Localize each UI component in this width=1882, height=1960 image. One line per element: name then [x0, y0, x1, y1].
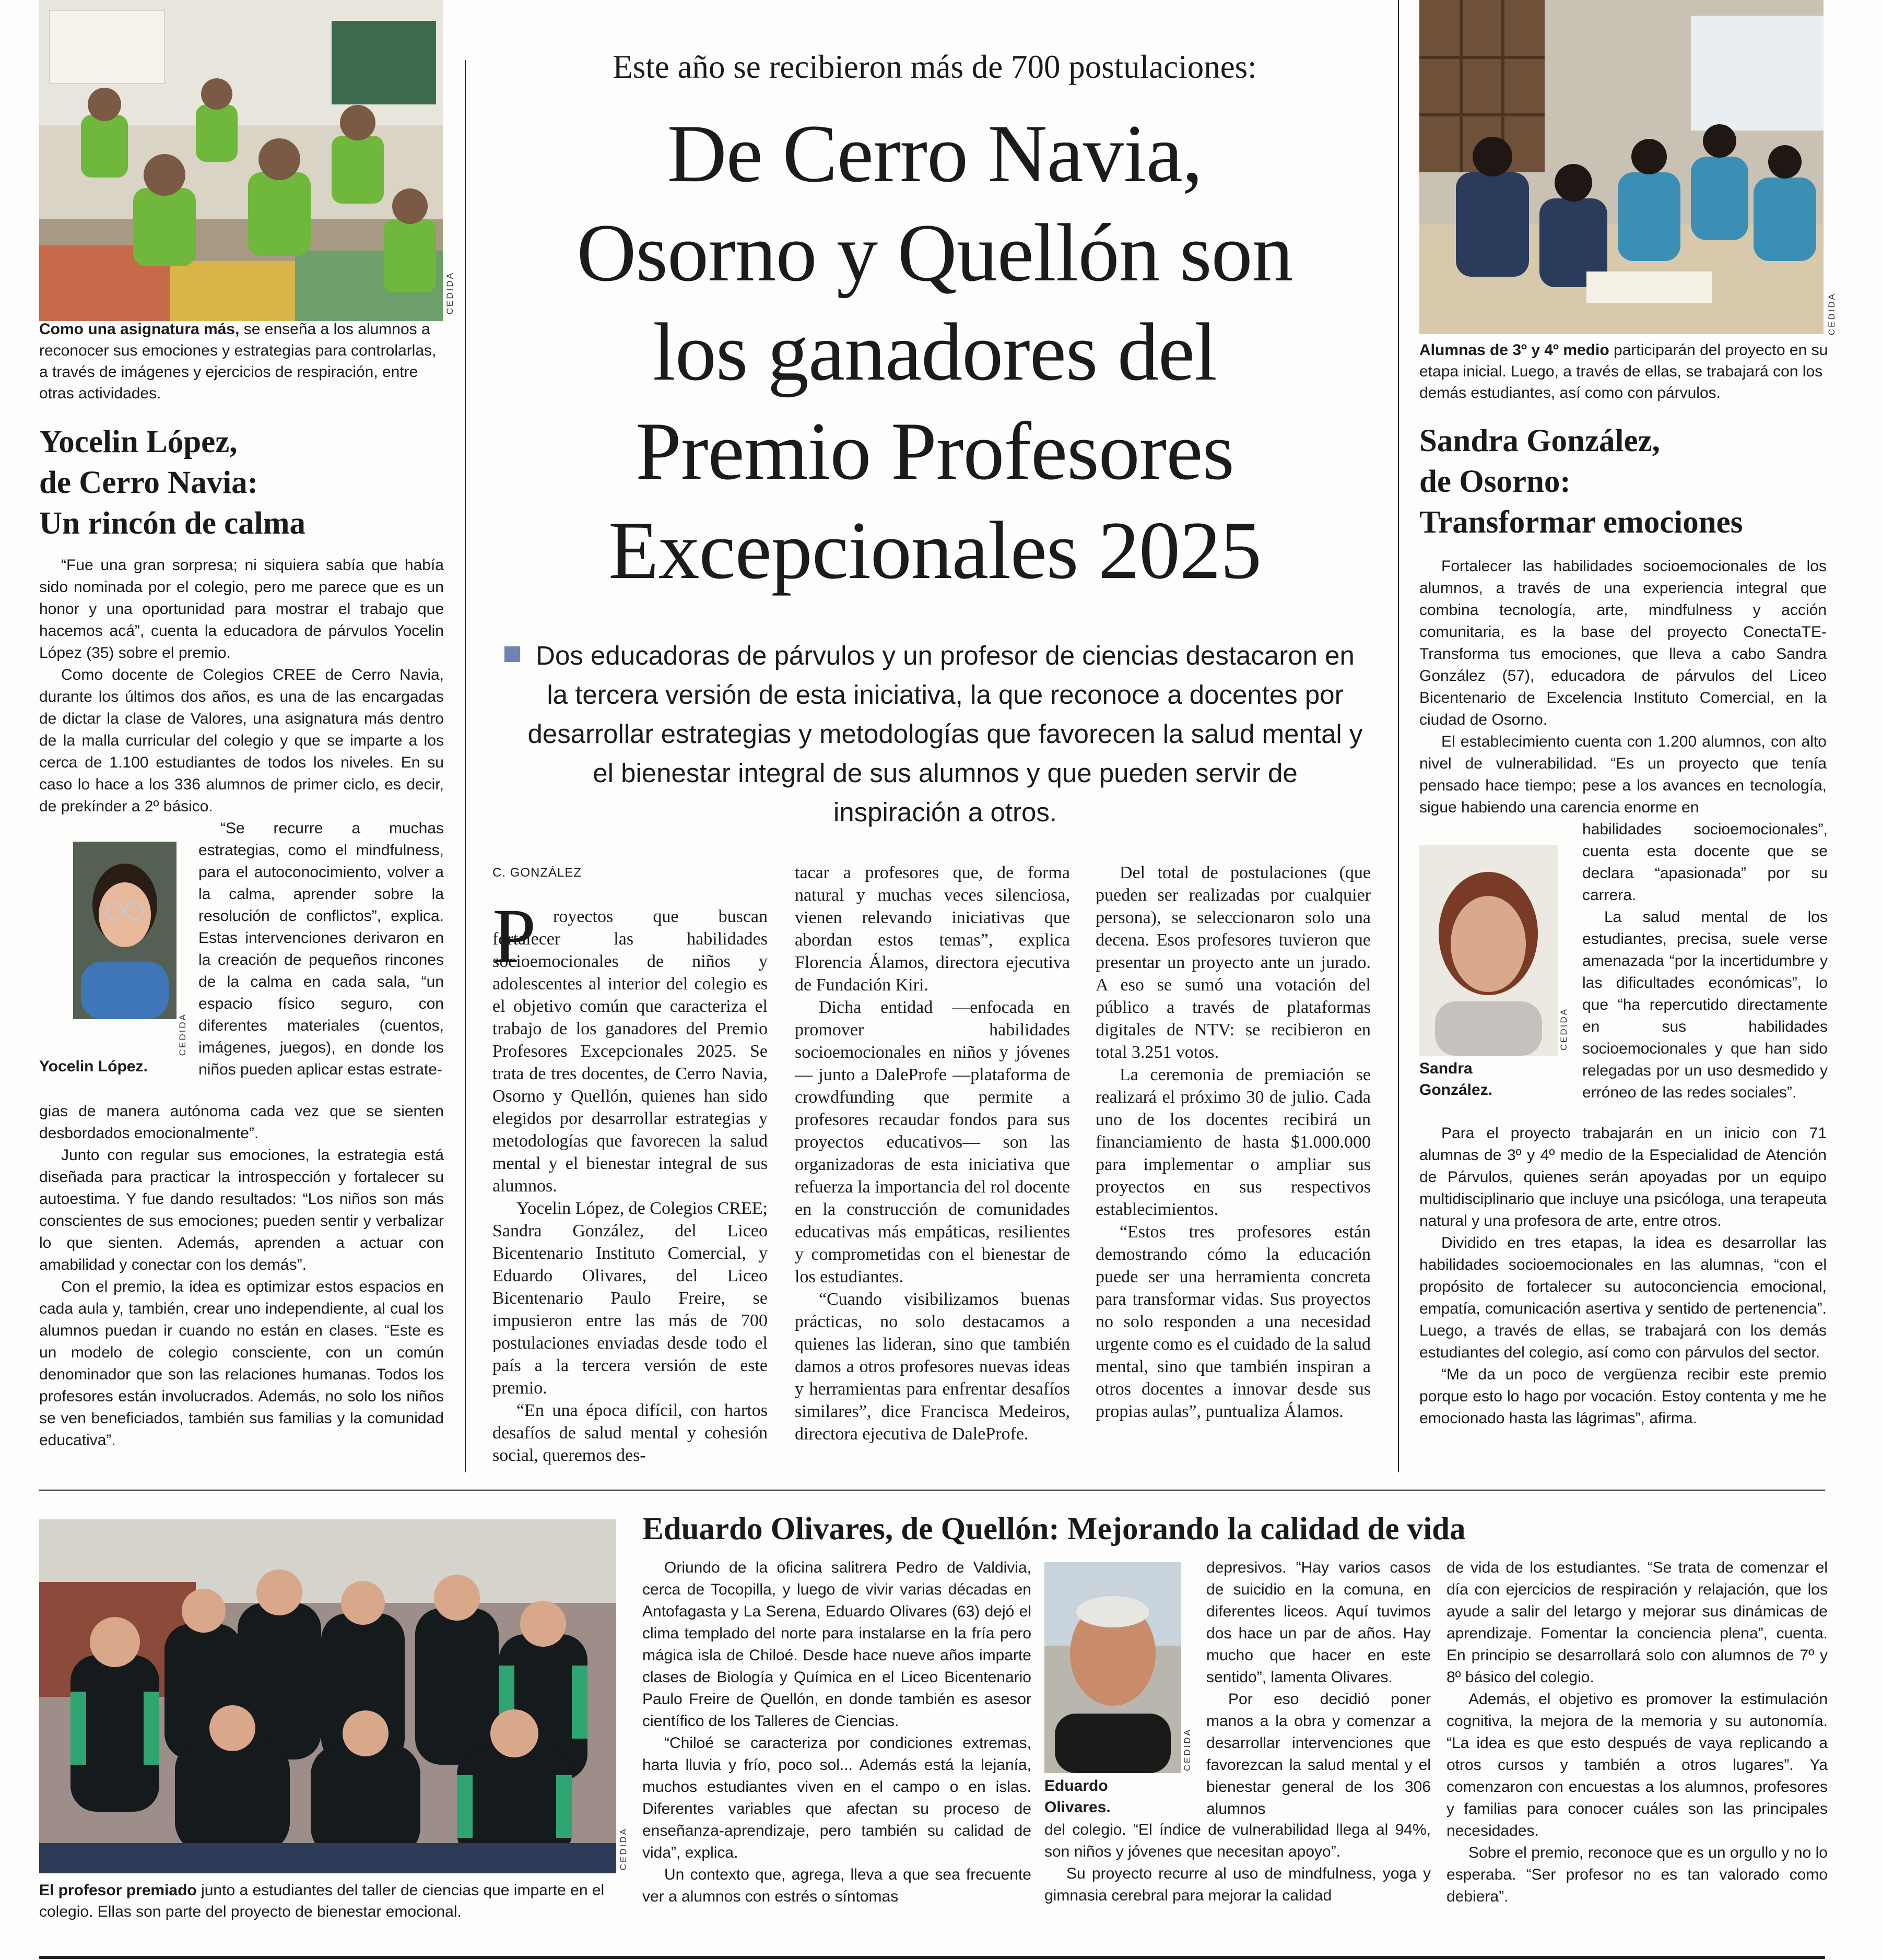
subhead-line: Transformar emociones — [1419, 505, 1743, 540]
paragraph: La salud mental de los estudiantes, precisa, suele verse amenazada “por la incertidumbre y las dificultades económicas”, lo que “ha repercutido directamente en sus habilidades socioemocionales y que han sido relegadas por un uso desmedido y erróneo de las redes sociales”. — [1582, 908, 1828, 1101]
yocelin-text-top — [39, 554, 444, 818]
headline-line: Osorno y Quellón son — [577, 207, 1293, 299]
caption-text: se enseña a los alumnos a reconocer sus emociones y estrategias para controlarlas, a través de imágenes y ejercicios de respiración, entre otras actividades. — [39, 321, 437, 402]
paragraph: Dividido en tres etapas, la idea es desarrollar las habilidades socioemocionales en las alumnas, “con el propósito de fortalecer su autoconciencia emocional, empatía, comunicación asertiva y sentido de pertenencia”. Luego, a través de ellas, se trabajará con los demás estudiantes del colegio, así como con párvulos del sector. — [1419, 1234, 1827, 1361]
paragraph: Además, el objetivo es promover la estimulación cognitiva, la mejora de la memoria y su autonomía. “La idea es que esto después de vaya replicando a otros cursos y también a otros lugares”. Ya comenzaron con encuestas a los alumnos, profesores y familias para conocer cuáles son las principales necesidades. — [1446, 1691, 1828, 1839]
portrait-caption-eduardo: Eduardo Olivares. — [1044, 1777, 1111, 1816]
sandra-text-wrap — [1582, 819, 1828, 1104]
section-rule — [39, 1490, 1825, 1491]
headline-line: De Cerro Navia, — [667, 108, 1203, 199]
paragraph: Como docente de Colegios CREE de Cerro Navia, durante los últimos dos años, es una de las encargadas de dictar la clase de Valores, una asignatura más dentro de la malla curricular del colegio y que se imparte a los cerca de 1.100 estudiantes de todos los niveles. En su caso lo hace a los 336 alumnos de primer ciclo, es decir, de prekínder a 2º básico. — [39, 666, 444, 815]
paragraph: gias de manera autónoma cada vez que se sienten desbordados emocionalmente”. — [39, 1103, 444, 1142]
paragraph: Del total de postulaciones (que pueden ser realizadas por cualquier persona), se seleccionaron solo una decena. Esos profesores tuvieron que presentar un proyecto ante un jurado. A eso se sumó una votación del público a través de plataformas digitales de NTV: se recibieron en total 3.251 votos. — [1096, 863, 1371, 1062]
paragraph: “Me da un poco de vergüenza recibir este premio porque esto lo hago por vocación. Estoy contenta y me he emocionado hasta las lágrimas”, afirma. — [1419, 1366, 1827, 1427]
paragraph: del colegio. “El índice de vulnerabilidad llega al 94%, son niños y jóvenes que necesitan apoyo”. — [1044, 1821, 1431, 1860]
portrait-sandra — [1419, 845, 1558, 1056]
photo-credit: CEDIDA — [1827, 292, 1837, 336]
subhead-line: de Osorno: — [1419, 464, 1571, 499]
eduardo-col2-bottom — [1044, 1819, 1431, 1907]
photo-credit: CEDIDA — [1182, 1728, 1192, 1772]
paragraph: Su proyecto recurre al uso de mindfulness, yoga y gimnasia cerebral para mejorar la calidad — [1044, 1865, 1431, 1904]
center-col3 — [1096, 861, 1371, 1423]
portrait-eduardo — [1044, 1562, 1181, 1773]
paragraph: Para el proyecto trabajarán en un inicio con 71 alumnas de 3º y 4º medio de la Especialidad de Atención de Párvulos, quienes serán apoyadas por un equipo multidisciplinario que incluye una psicóloga, una terapeuta natural y una profesora de arte, entre otros. — [1419, 1125, 1827, 1230]
paragraph: “Estos tres profesores están demostrando cómo la educación puede ser una herramienta concreta para transformar vidas. Sus proyectos no solo responden a una necesidad urgente como es el cuidado de la salud mental, sino que también inspiran a otros docentes a innovar desde sus propias aulas”, puntualiza Álamos. — [1096, 1222, 1371, 1421]
paragraph: royectos que buscan fortalecer las habilidades socioemocionales de niños y adolescentes al interior del colegio es el objetivo común que caracteriza el trabajo de los ganadores del Premio Profesores Excepcionales 2025. Se trata de tres docentes, de Cerro Navia, Osorno y Quellón, quienes han sido elegidos por desarrollar estrategias y metodologías que favorecen la salud mental y el bienestar integral de sus alumnos. — [492, 907, 768, 1196]
center-col1 — [492, 905, 768, 1467]
eduardo-col3 — [1446, 1557, 1828, 1908]
paragraph: habilidades socioemocionales”, cuenta esta docente que se declara “apasionada” por su carrera. — [1582, 821, 1828, 904]
caption-bold: Como una asignatura más, — [39, 321, 240, 338]
portrait-yocelin — [73, 842, 177, 1019]
portrait-caption-sandra: Sandra González. — [1419, 1060, 1493, 1099]
photo-credit: CEDIDA — [178, 1013, 187, 1056]
headline — [480, 104, 1389, 600]
deck: Dos educadoras de párvulos y un profesor de ciencias destacaron en la tercera versión de esta iniciativa, la que reconoce a docentes por desarrollar estrategias y metodologías que favorecen la salud mental y el bienestar integral de sus alumnos y que pueden servir de inspiración a otros. — [527, 641, 1363, 827]
subhead-line: Un rincón de calma — [39, 506, 306, 541]
paragraph: tacar a profesores que, de forma natural y muchas veces silenciosa, vienen relevando iniciativas que abordan estos temas”, explica Florencia Álamos, directora ejecutiva de Fundación Kiri. — [795, 863, 1070, 995]
paragraph: Junto con regular sus emociones, la estrategia está diseñada para practicar la introspección y fortalecer su autoestima. Y fue dando resultados: “Los niños son más conscientes de sus emociones; pueden sentir y verbalizar lo que sienten. Además, aprenden a actuar con amabilidad y conectar con los demás”. — [39, 1147, 444, 1273]
paragraph: depresivos. “Hay varios casos de suicidio en la comuna, en diferentes liceos. Aquí tuvimos dos hace un par de años. Hay mucho que hacer en este sentido”, lamenta Olivares. — [1206, 1559, 1431, 1686]
paragraph: Oriundo de la oficina salitrera Pedro de Valdivia, cerca de Tocopilla, y luego de vivir varias décadas en Antofagasta y La Serena, Eduardo Olivares (63) dejó el clima templado del norte para instalarse en la fría pero mágica isla de Chiloé. Desde hace nueve años imparte clases de Biología y Química en el Liceo Bicentenario Paulo Freire de Quellón, en donde también es asesor científico de los Talleres de Ciencias. — [642, 1559, 1031, 1730]
paragraph: Yocelin López, de Colegios CREE; Sandra González, del Liceo Bicentenario Instituto Comercial, y Eduardo Olivares, del Liceo Bicentenario Paulo Freire, se impusieron entre las más de 700 postulaciones enviadas desde todo el país a la tercera versión de este premio. — [492, 1199, 768, 1398]
column-rule — [465, 60, 466, 1472]
eduardo-col1 — [642, 1557, 1031, 1908]
photo-caption-bottom — [39, 1880, 619, 1922]
photo-credit: CEDIDA — [618, 1827, 628, 1871]
headline-line: Premio Profesores — [636, 406, 1234, 497]
paragraph: Por eso decidió poner manos a la obra y comenzar a desarrollar intervenciones que favorezcan la salud mental y el bienestar general de los 306 alumnos — [1206, 1691, 1431, 1817]
subhead-sandra — [1419, 421, 1837, 543]
paragraph: “Se recurre a muchas estrategias, como el mindfulness, para el autoconocimiento, volver a la calma, aprender sobre la resolución de conflictos”, explica. Estas intervenciones derivaron en la creación de pequeños rincones de la calma en cada sala, “un espacio físico seguro, con diferentes materiales (cuentos, imágenes, juegos), en donde los niños pueden aplicar estas estrate- — [198, 820, 444, 1078]
classroom-photo — [39, 0, 443, 321]
deck-bullet — [504, 646, 520, 662]
caption-bold: El profesor premiado — [39, 1882, 197, 1899]
kicker: Este año se recibieron más de 700 postulaciones: — [613, 49, 1257, 85]
headline-line: los ganadores del — [653, 306, 1217, 398]
footer-rule — [39, 1956, 1825, 1959]
portrait-caption-yocelin: Yocelin López. — [39, 1058, 148, 1075]
subhead-yocelin — [39, 422, 446, 544]
subhead-eduardo: Eduardo Olivares, de Quellón: Mejorando la calidad de vida — [642, 1512, 1466, 1546]
paragraph: Con el premio, la idea es optimizar estos espacios en cada aula y, también, crear uno independiente, al cual los alumnos puedan ir cuando no están en clases. “Este es un modelo de colegio consciente, con un común denominador que son las relaciones humanas. Todos los profesores están involucrados. Además, no solo los niños se ven beneficiados, también sus familias y la comunidad educativa”. — [39, 1278, 444, 1449]
caption-text: participarán del proyecto en su etapa inicial. Luego, a través de ellas, se trabajará con los demás estudiantes, así como con párvulos. — [1419, 341, 1828, 402]
paragraph: “En una época difícil, con hartos desafíos de salud mental y cohesión social, queremos des- — [492, 1401, 768, 1465]
subhead-line: Sandra González, — [1419, 423, 1660, 458]
students-photo — [1419, 0, 1824, 334]
paragraph: “Cuando visibilizamos buenas prácticas, no solo destacamos a quienes las lideran, sino que también damos a otros profesores nuevas ideas y herramientas para enfrentar desafíos similares”, dice Francisca Medeiros, directora ejecutiva de DaleProfe. — [795, 1290, 1070, 1444]
paragraph: Un contexto que, agrega, lleva a que sea frecuente ver a alumnos con estrés o síntomas — [642, 1866, 1031, 1905]
photo-caption-right — [1419, 339, 1829, 404]
byline: C. GONZÁLEZ — [492, 866, 582, 880]
paragraph: La ceremonia de premiación se realizará el próximo 30 de julio. Cada uno de los docentes recibirá un financiamiento de hasta $1.000.000 para implementar o ampliar sus proyectos en sus respectivos establecimientos. — [1096, 1065, 1371, 1219]
headline-line: Excepcionales 2025 — [608, 505, 1261, 596]
caption-text: junto a estudiantes del taller de ciencias que imparte en el colegio. Ellas son parte del proyecto de bienestar emocional. — [39, 1882, 605, 1920]
paragraph: “Fue una gran sorpresa; ni siquiera sabía que había sido nominada por el colegio, pero me parece que es un honor y una oportunidad para mostrar el trabajo que hacemos acá”, cuenta la educadora de párvulos Yocelin López (35) sobre el premio. — [39, 557, 444, 662]
eduardo-col2-wrap — [1206, 1557, 1431, 1820]
paragraph: El establecimiento cuenta con 1.200 alumnos, con alto nivel de vulnerabilidad. “Es un proyecto que tenía pensado hace tiempo; pese a los avances en tecnología, sigue habiendo una carencia enorme en — [1419, 733, 1827, 816]
sandra-text-top — [1419, 556, 1827, 819]
paragraph: Fortalecer las habilidades socioemocionales de los alumnos, a través de una experiencia integral que combina tecnología, arte, mindfulness y acción comunitaria, es la base del proyecto ConectaTE-Transforma tus emociones, que lleva a cabo Sandra González (57), educadora de párvulos del Liceo Bicentenario de Excelencia Instituto Comercial, en la ciudad de Osorno. — [1419, 558, 1827, 728]
paragraph: de vida de los estudiantes. “Se trata de comenzar el día con ejercicios de respiración y relajación, que los ayude a salir del letargo y mejorar sus dinámicas de aprendizaje. Fomentar la conciencia plena”, cuenta. En principio se desarrollará solo con alumnos de 7º y 8º básico del colegio. — [1446, 1559, 1828, 1686]
photo-caption-left — [39, 318, 446, 404]
column-rule — [1398, 0, 1399, 1472]
subhead-line: Yocelin López, — [39, 424, 238, 459]
subhead-line: de Cerro Navia: — [39, 465, 258, 500]
center-col2 — [795, 861, 1070, 1445]
sandra-text-bottom — [1419, 1123, 1827, 1430]
photo-credit: CEDIDA — [1559, 1008, 1569, 1051]
paragraph: “Chiloé se caracteriza por condiciones extremas, harta lluvia y frío, poco sol... Además está la lejanía, muchos estudiantes viven en el campo o en islas. Diferentes variables que afectan su proceso de enseñanza-aprendizaje, pero también su calidad de vida”, explica. — [642, 1734, 1031, 1861]
drop-cap: P — [492, 893, 536, 979]
yocelin-text-wrap — [198, 818, 444, 1081]
caption-bold: Alumnas de 3º y 4º medio — [1419, 341, 1609, 359]
photo-credit: CEDIDA — [445, 271, 455, 315]
paragraph: Sobre el premio, reconoce que es un orgullo y no lo esperaba. “Ser profesor no es tan valorado como debiera”. — [1446, 1844, 1828, 1905]
yocelin-text-bottom — [39, 1101, 444, 1451]
paragraph: Dicha entidad —enfocada en promover habilidades socioemocionales en niños y jóvenes— junto a DaleProfe —plataforma de crowdfunding que permite a profesores recaudar fondos para sus proyectos educativos— son las organizadoras de esta iniciativa que refuerza la importancia del rol docente en la construcción de comunidades educativas más empáticas, resilientes y comprometidas con el bienestar de los estudiantes. — [795, 998, 1070, 1286]
group-photo — [39, 1519, 616, 1873]
